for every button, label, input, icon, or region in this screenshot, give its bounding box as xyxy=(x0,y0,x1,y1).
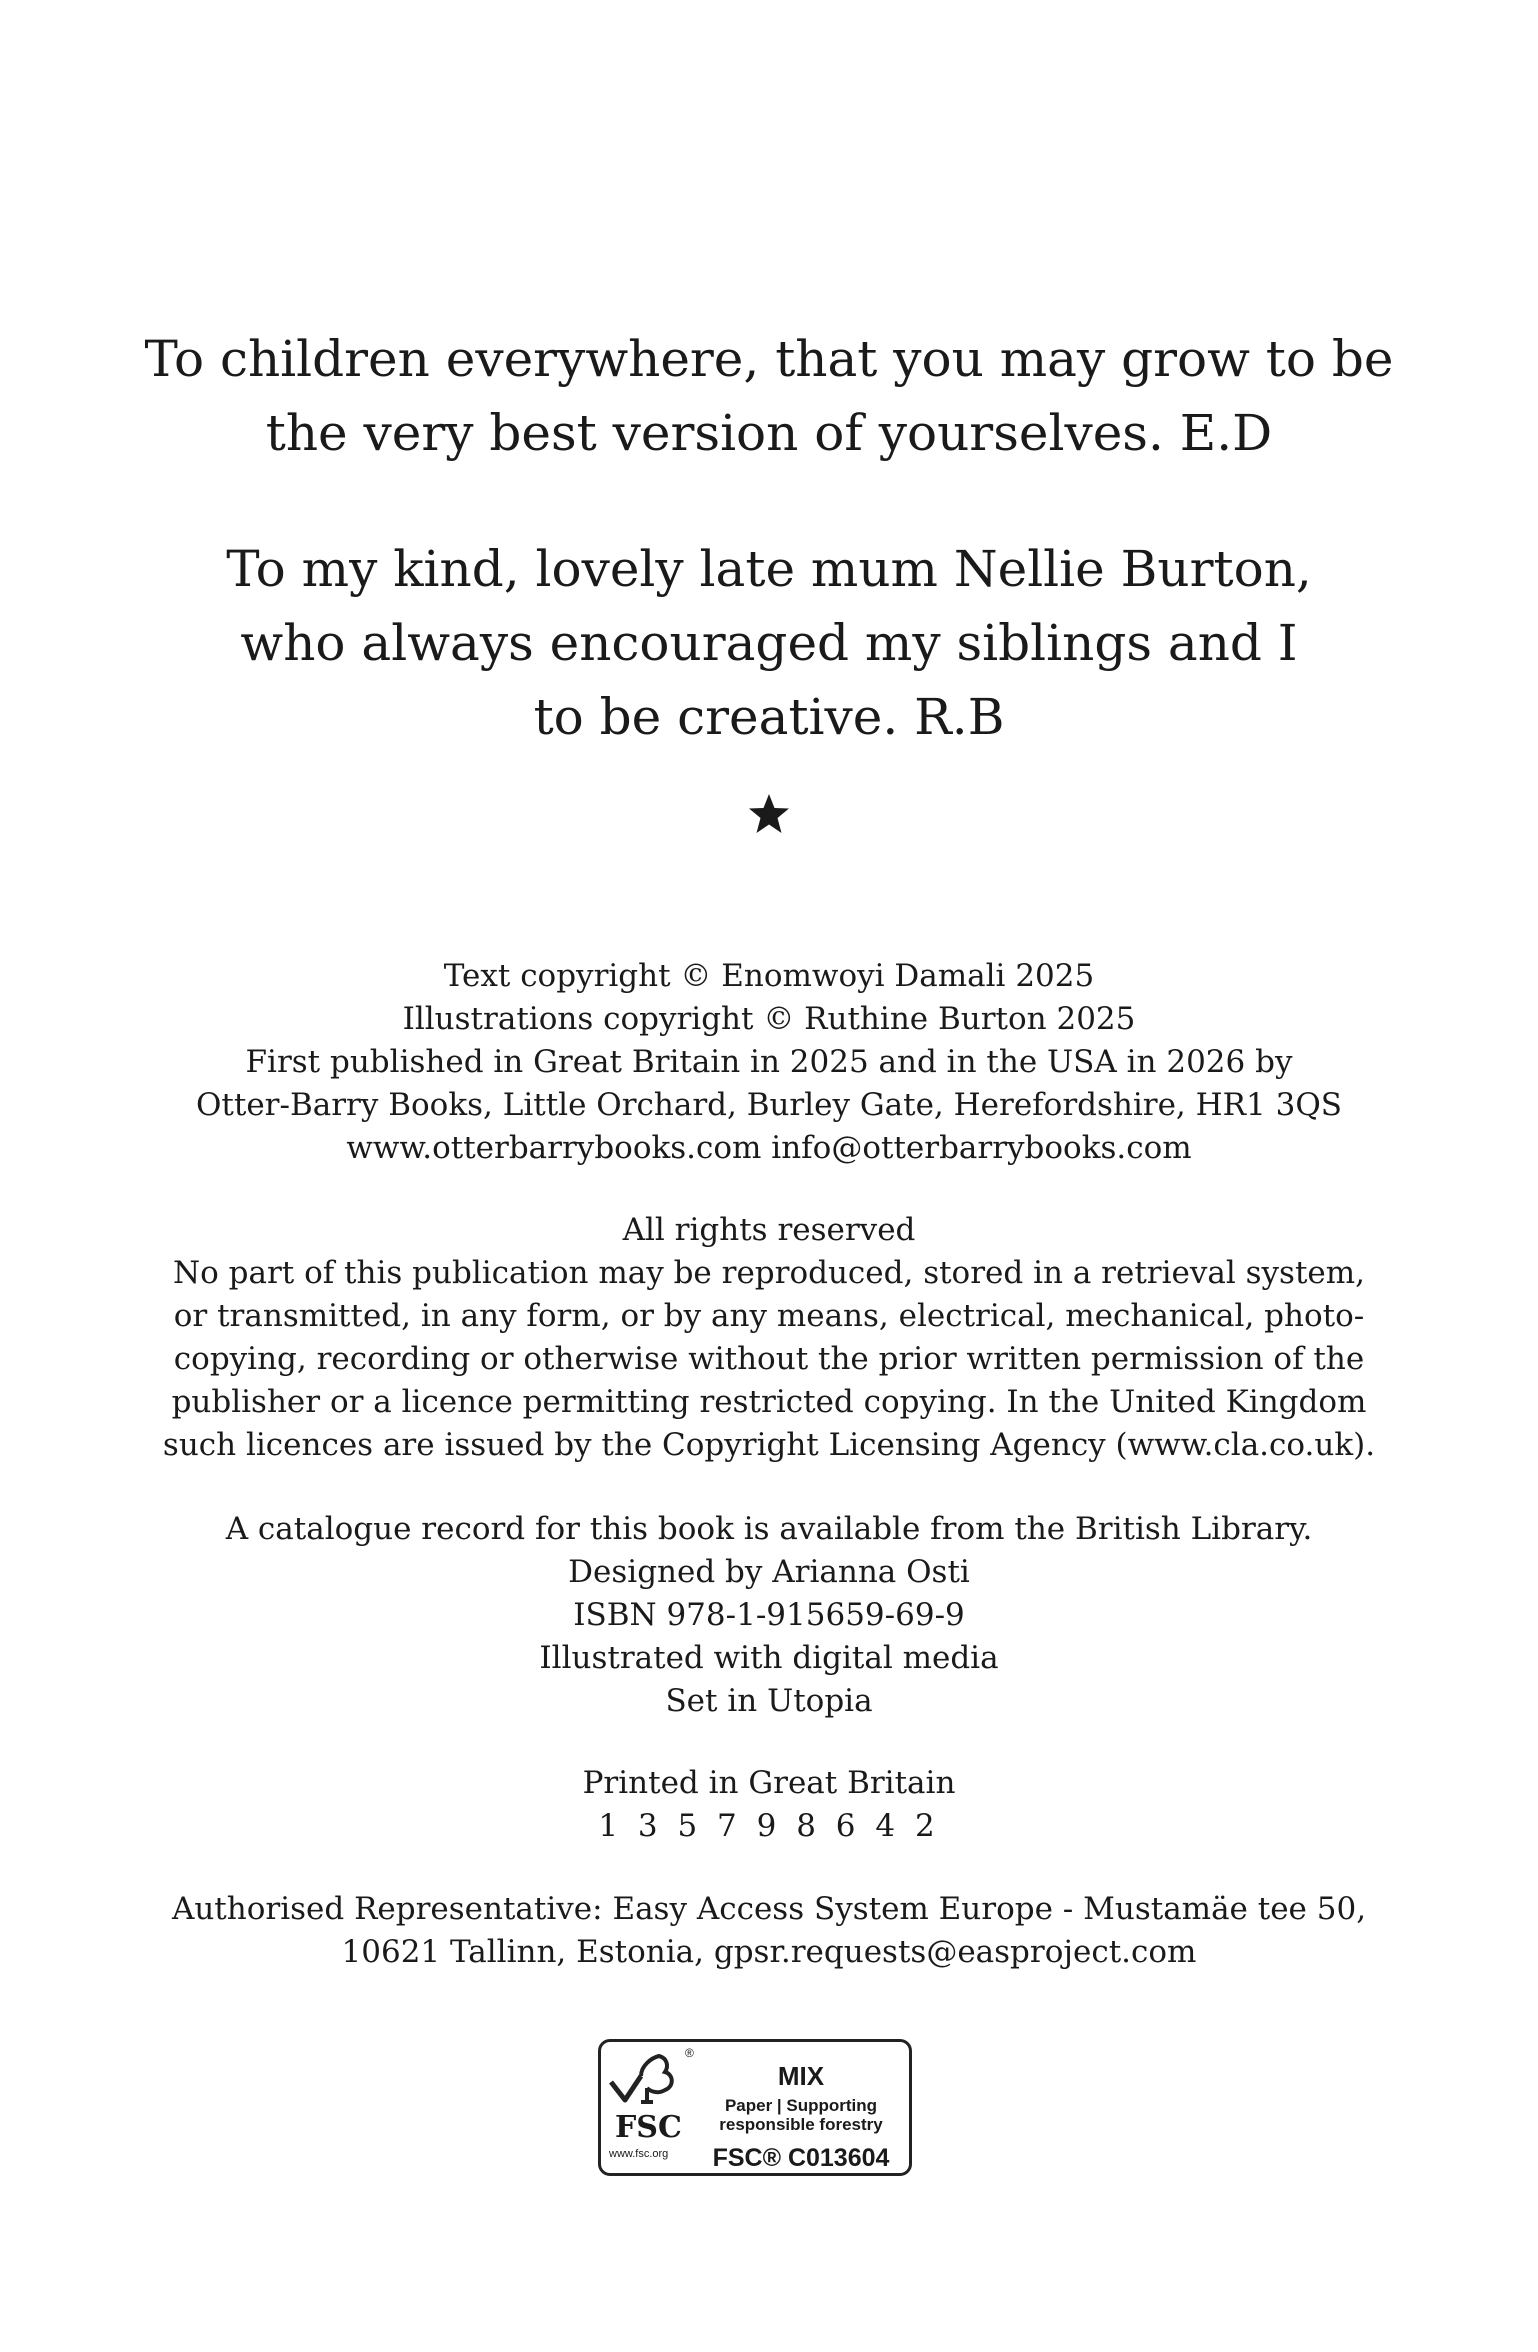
rights-line: or transmitted, in any form, or by any means, electrical, mechanical, photo- xyxy=(173,1298,1365,1334)
rights-line: such licences are issued by the Copyright Licensing Agency (www.cla.co.uk). xyxy=(162,1427,1376,1463)
copyright-line: Illustrations copyright © Ruthine Burton 2025 xyxy=(402,1001,1136,1037)
representative-line: Authorised Representative: Easy Access System Europe - Mustamäe tee 50, xyxy=(171,1891,1367,1927)
catalogue-block xyxy=(0,1508,1538,1723)
representative-block xyxy=(0,1888,1538,1974)
rights-line: All rights reserved xyxy=(622,1212,916,1248)
dedication-illustrator xyxy=(0,532,1538,754)
fsc-text xyxy=(693,2042,909,2173)
printed-block xyxy=(0,1762,1538,1848)
fsc-tree-check-icon xyxy=(601,2042,693,2112)
representative-line: 10621 Tallinn, Estonia, gpsr.requests@easproject.com xyxy=(341,1934,1197,1970)
dedication-line: who always encouraged my siblings and I xyxy=(240,614,1298,672)
dedication-line: the very best version of yourselves. E.D xyxy=(265,404,1273,462)
dedication-line: To my kind, lovely late mum Nellie Burton, xyxy=(226,540,1312,598)
rights-block xyxy=(0,1209,1538,1467)
fsc-logo xyxy=(601,2042,693,2173)
media-line: Illustrated with digital media xyxy=(539,1640,999,1676)
printed-line: Printed in Great Britain xyxy=(582,1765,956,1801)
dedication-line: To children everywhere, that you may grow to be xyxy=(144,330,1394,388)
registered-mark: ® xyxy=(685,2046,694,2060)
fsc-wordmark: FSC xyxy=(615,2110,682,2145)
rights-line: copying, recording or otherwise without the prior written permission of the xyxy=(173,1341,1365,1377)
dedication-line: to be creative. R.B xyxy=(533,688,1005,746)
copyright-line: Otter-Barry Books, Little Orchard, Burley Gate, Herefordshire, HR1 3QS xyxy=(196,1087,1342,1123)
copyright-block xyxy=(0,955,1538,1170)
copyright-line: www.otterbarrybooks.com info@otterbarrybooks.com xyxy=(346,1130,1192,1166)
typeface-line: Set in Utopia xyxy=(665,1683,873,1719)
printing-number-line: 1 3 5 7 9 8 6 4 2 xyxy=(598,1808,940,1844)
copyright-line: First published in Great Britain in 2025 and in the USA in 2026 by xyxy=(245,1044,1293,1080)
copyright-line: Text copyright © Enomwoyi Damali 2025 xyxy=(443,958,1095,994)
rights-line: No part of this publication may be reproduced, stored in a retrieval system, xyxy=(172,1255,1366,1291)
rights-line: publisher or a licence permitting restricted copying. In the United Kingdom xyxy=(171,1384,1367,1420)
fsc-mix: MIX xyxy=(777,2061,825,2091)
isbn-line: ISBN 978-1-915659-69-9 xyxy=(573,1597,965,1633)
star-icon xyxy=(0,792,1538,836)
dedication-author xyxy=(0,322,1538,470)
fsc-code: FSC® C013604 xyxy=(712,2144,890,2172)
designer-line: Designed by Arianna Osti xyxy=(568,1554,970,1590)
fsc-desc: Paper | Supporting xyxy=(724,2096,878,2115)
catalogue-line: A catalogue record for this book is available from the British Library. xyxy=(225,1511,1313,1547)
fsc-url: www.fsc.org xyxy=(609,2148,669,2160)
fsc-desc: responsible forestry xyxy=(719,2115,883,2134)
fsc-label xyxy=(598,2039,912,2176)
